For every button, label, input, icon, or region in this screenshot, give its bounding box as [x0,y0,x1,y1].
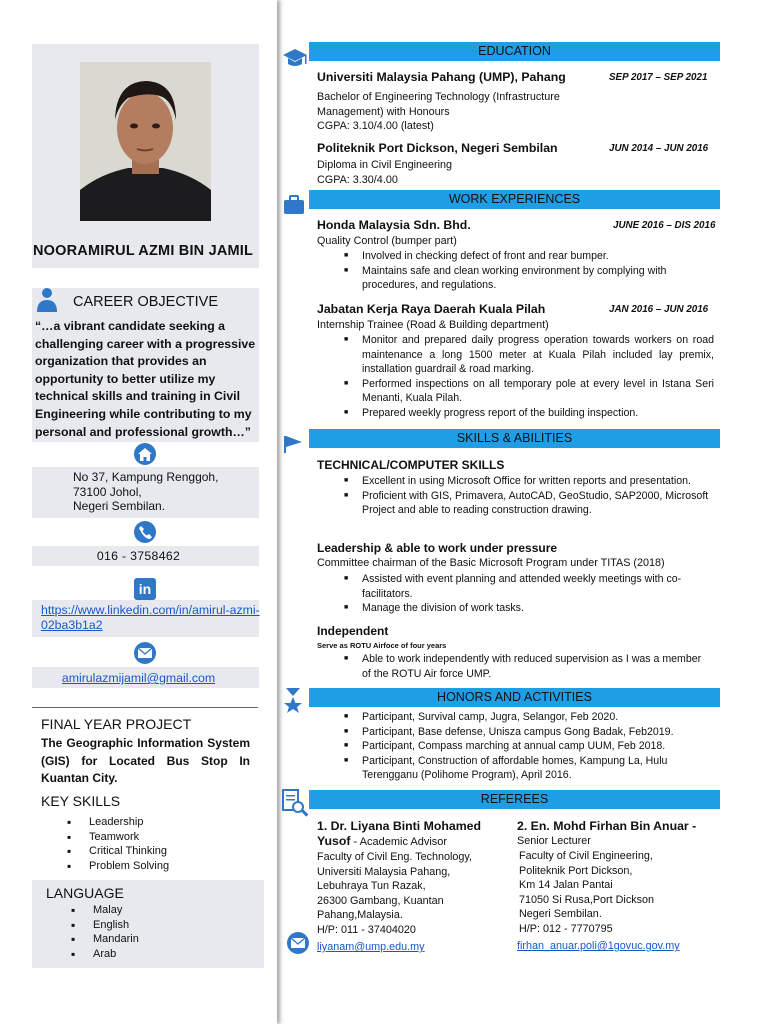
date-range: JUN 2014 – JUN 2016 [609,143,709,154]
section-honors: HONORS AND ACTIVITIES [309,688,720,707]
date-range: SEP 2017 – SEP 2021 [609,72,708,83]
divider [32,707,258,708]
email-link[interactable]: amirulazmijamil@gmail.com [61,671,216,685]
briefcase-icon [284,195,304,215]
address-line: Negeri Sembilan. [73,499,166,513]
address-line: Faculty of Civil Engineering, [519,850,653,862]
list-item: ▪ Mandarin [71,932,139,947]
independent-list [338,652,710,681]
list-item: ■ Participant, Construction of affordable homes, Kampung La, Hulu Terengganu (Polihome Program), April 2016. [338,754,713,783]
detail-line: CGPA: 3.30/4.00 [317,173,398,186]
document-search-icon [282,789,308,819]
list-item: ▪ Arab [71,947,139,962]
address-line: 26300 Gambang, Kuantan [317,894,444,907]
person-icon [36,287,58,313]
list-item: ■ Monitor and prepared daily progress operation towards workers on road maintenance a long 1500 meter at Kuala Pilah included lay premix, installation guardrail & road marking. [338,333,714,377]
detail-line: Diploma in Civil Engineering [317,159,453,171]
referee-phone: H/P: 011 - 37404020 [317,923,416,936]
home-icon [134,443,156,465]
list-item: ▪ Problem Solving [67,859,169,874]
school-name: Universiti Malaysia Pahang (UMP), Pahang [317,70,566,84]
list-item: ■ Participant, Survival camp, Jugra, Selangor, Feb 2020. [338,710,713,725]
list-item: ■ Participant, Compass marching at annual camp UUM, Feb 2018. [338,739,713,754]
technical-skills-title: TECHNICAL/COMPUTER SKILLS [317,458,505,472]
fyp-text: The Geographic Information System (GIS) for Located Bus Stop In Kuantan City. [41,736,250,785]
list-item: ■ Participant, Base defense, Unisza campus Gong Badak, Feb2019. [338,725,713,740]
profile-photo [80,62,211,221]
career-objective-text: “…a vibrant candidate seeking a challenging career with a progressive organization that provides an opportunity to better utilize my technical skills and training in Civil Engineering while contributing to my personal and professional growth…” [35,319,256,439]
language-title: LANGUAGE [46,885,124,901]
list-item: ▪ Critical Thinking [67,844,169,859]
date-range: JUNE 2016 – DIS 2016 [613,220,716,231]
address-line: No 37, Kampung Renggoh, [73,470,219,484]
company-name: Jabatan Kerja Raya Daerah Kuala Pilah [317,302,546,316]
address-line: 73100 Johol, [73,484,142,499]
key-skills-list [67,815,169,873]
referee-email[interactable]: firhan_anuar.poli@1govuc.gov.my [517,940,680,952]
job-role: Internship Trainee (Road & Building department) [317,319,549,331]
company-name: Honda Malaysia Sdn. Bhd. [317,218,471,232]
flag-icon [284,434,304,454]
list-item: ■ Excellent in using Microsoft Office for written reports and presentation. [338,474,710,489]
independent-sub: Serve as ROTU Airfoce of four years [317,641,447,650]
section-education: EDUCATION [309,42,720,61]
job-role: Quality Control (bumper part) [317,235,457,247]
education-details [317,90,560,134]
phone-icon [134,521,156,543]
phone-number: 016 - 3758462 [96,549,181,563]
list-item: ■ Assisted with event planning and attended weekly meetings with co-facilitators. [338,572,710,601]
list-item: ■ Maintains safe and clean working environment by complying with procedures, and regulations. [338,264,710,293]
award-icon [283,688,303,714]
leadership-sub: Committee chairman of the Basic Microsoft Program under TITAS (2018) [317,557,665,569]
candidate-name: NOORAMIRUL AZMI BIN JAMIL [33,243,254,259]
list-item: ■ Performed inspections on all temporary pole at every level in Istana Seri Menanti, Kuala Pilah. [338,377,714,406]
address-line: Faculty of Civil Eng. Technology, [317,851,473,863]
work-bullets [338,249,710,293]
list-item: ■ Involved in checking defect of front and rear bumper. [338,249,710,264]
referee-1: 1. Dr. Liyana Binti Mohamed Yusof - Academic Advisor [317,819,481,848]
section-referees: REFEREES [309,790,720,809]
list-item: ▪ Malay [71,903,139,918]
address-line: 71050 Si Rusa,Port Dickson [519,893,655,906]
technical-skills-list [338,474,710,518]
graduation-cap-icon [282,47,308,71]
referee-2: 2. En. Mohd Firhan Bin Anuar - [517,819,697,833]
leadership-list [338,572,710,616]
detail-line: Bachelor of Engineering Technology (Infrastructure [317,91,560,103]
referee-email[interactable]: liyanam@ump.edu.my [317,941,425,953]
address-line: Km 14 Jalan Pantai [519,879,613,892]
list-item: ■ Proficient with GIS, Primavera, AutoCAD, GeoStudio, SAP2000, Microsoft Project and able to reading construction drawing. [338,489,710,518]
detail-line: Management) with Honours [317,105,450,118]
language-list [71,903,139,961]
fyp-title: FINAL YEAR PROJECT [41,716,192,732]
referee-phone: H/P: 012 - 7770795 [519,922,613,935]
school-name: Politeknik Port Dickson, Negeri Sembilan [317,141,558,155]
referee-address [317,850,472,938]
section-skills: SKILLS & ABILITIES [309,429,720,448]
list-item: ▪ Teamwork [67,830,169,845]
leadership-title: Leadership & able to work under pressure [317,541,558,555]
referee-role: Senior Lecturer [517,835,591,847]
address-line: Lebuhraya Tun Razak, [317,880,426,893]
key-skills-title: KEY SKILLS [41,793,121,809]
education-details [317,158,452,187]
list-item: ▪ Leadership [67,815,169,830]
section-work: WORK EXPERIENCES [309,190,720,209]
referee-name: 2. En. Mohd Firhan Bin Anuar [517,819,689,833]
list-item: ■ Able to work independently with reduced supervision as I was a member of the ROTU Air force UMP. [338,652,710,681]
mail-icon [134,642,156,664]
list-item: ▪ English [71,918,139,933]
list-item: ■ Prepared weekly progress report of the building inspection. [338,406,714,421]
address-line: Universiti Malaysia Pahang, [317,865,451,878]
referee-name: 1. Dr. Liyana Binti Mohamed Yusof [317,819,481,848]
referee-address [519,849,654,937]
date-range: JAN 2016 – JUN 2016 [609,304,709,315]
detail-line: CGPA: 3.10/4.00 (latest) [317,120,434,133]
address-line: Politeknik Port Dickson, [519,864,633,877]
mail-icon [287,932,309,954]
independent-title: Independent [317,624,389,638]
linkedin-link[interactable]: https://www.linkedin.com/in/amirul-azmi-02ba3b1a2 [41,603,260,632]
list-item: ■ Manage the division of work tasks. [338,601,710,616]
address-line: Negeri Sembilan. [519,908,602,921]
objective-title: CAREER OBJECTIVE [73,294,219,310]
sidebar [0,0,277,1024]
referee-role: Academic Advisor [359,836,448,848]
address-line: Pahang,Malaysia. [317,909,403,922]
address [73,470,218,514]
work-bullets [338,333,714,421]
honors-list [338,710,713,783]
linkedin-icon: in [134,578,156,600]
